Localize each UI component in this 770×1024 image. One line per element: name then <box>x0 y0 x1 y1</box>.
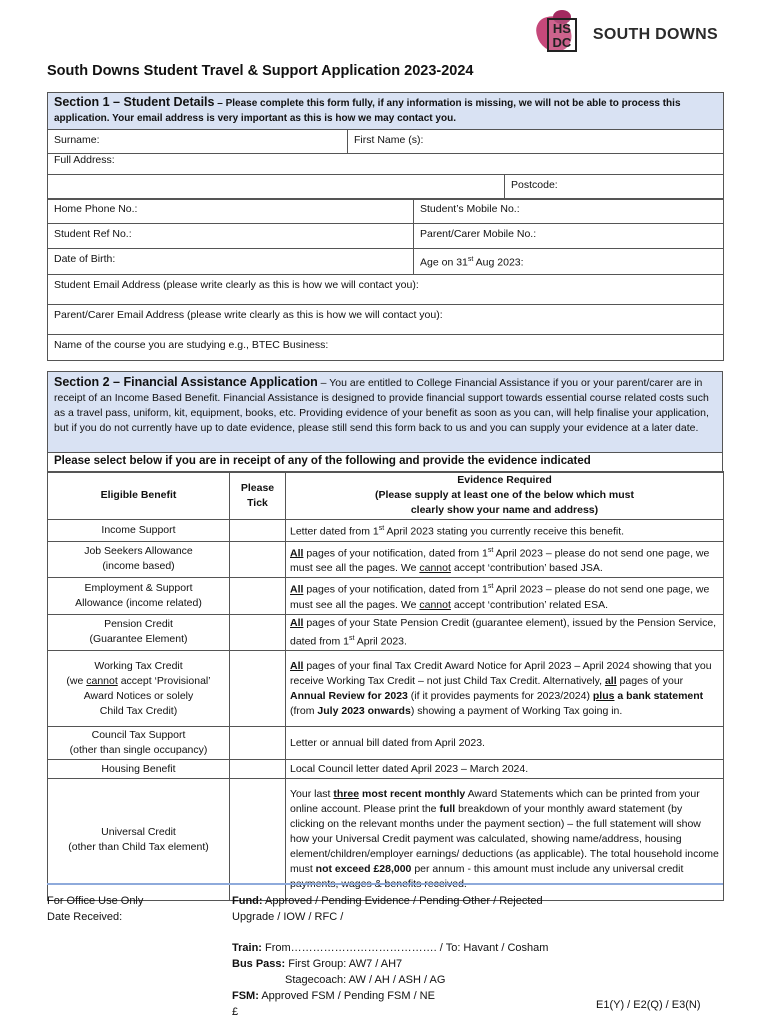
age-field[interactable]: Age on 31st Aug 2023: <box>414 249 724 275</box>
table-row <box>48 614 724 651</box>
office-divider <box>47 883 723 885</box>
contact-table <box>47 198 724 361</box>
benefit-housing: Housing Benefit <box>48 760 230 779</box>
student-mobile-field[interactable]: Student’s Mobile No.: <box>414 199 724 224</box>
address-line-field[interactable] <box>48 174 505 199</box>
section2-table <box>47 371 723 473</box>
select-instruction: Please select below if you are in receipt of any of the following and provide the evidence indicated <box>48 453 723 473</box>
office-use-only: For Office Use Only <box>47 895 144 907</box>
parent-email-field[interactable]: Parent/Carer Email Address (please write clearly as this is how we will contact you): <box>48 304 724 334</box>
train-line: Train: From…………………………………. / To: Havant / Cosham <box>232 942 549 954</box>
col-please-tick: Please Tick <box>230 472 286 520</box>
table-row <box>48 760 724 779</box>
upgrade-line: Upgrade / IOW / RFC / <box>232 911 344 923</box>
benefit-wtc: Working Tax Credit (we cannot accept ‘Provisional’ Award Notices or solely Child Tax Credit) <box>48 651 230 727</box>
student-ref-field[interactable]: Student Ref No.: <box>48 224 414 249</box>
evidence-housing: Local Council letter dated April 2023 – March 2024. <box>286 760 724 779</box>
benefit-universal-credit: Universal Credit (other than Child Tax element) <box>48 779 230 901</box>
address-table <box>47 150 724 200</box>
date-received: Date Received: <box>47 911 123 923</box>
table-row <box>48 541 724 578</box>
office-left <box>47 893 143 925</box>
table-row <box>48 520 724 542</box>
full-address-field-2[interactable]: Full Address: <box>48 150 724 174</box>
evidence-pension: All pages of your State Pension Credit (guarantee element), issued by the Pension Service, dated from 1st April 2023. <box>286 614 724 651</box>
benefit-pension: Pension Credit (Guarantee Element) <box>48 614 230 651</box>
tick-jsa[interactable] <box>230 541 286 578</box>
tick-housing[interactable] <box>230 760 286 779</box>
dob-field[interactable]: Date of Birth: <box>48 249 414 275</box>
tick-esa[interactable] <box>230 578 286 615</box>
benefit-income-support: Income Support <box>48 520 230 542</box>
col-eligible-benefit: Eligible Benefit <box>48 472 230 520</box>
tick-council-tax[interactable] <box>230 727 286 760</box>
college-logo-icon <box>539 12 585 58</box>
tick-wtc[interactable] <box>230 651 286 727</box>
first-name-field[interactable]: First Name (s): <box>348 130 724 154</box>
header <box>539 12 718 58</box>
section2-heading: Section 2 – Financial Assistance Application – You are entitled to College Financial Assistance if you or your parent/carer are in receipt of an Income Based Benefit. Financial Assistance is designed to provide financial support towards essential course related costs such as a travel pass, uniform, kit, equipment, books, etc. Providing evidence of your benefit as soon as you can, will help finalise your application, but if you do not currently have up to date evidence, please still send this form back to us and you can supply your evidence at a later date. <box>48 372 723 453</box>
evidence-income-support: Letter dated from 1st April 2023 stating you currently receive this benefit. <box>286 520 724 542</box>
col-evidence: Evidence Required (Please supply at least one of the below which must clearly show your name and address) <box>286 472 724 520</box>
bus-pass-line: Bus Pass: First Group: AW7 / AH7 <box>232 958 403 970</box>
fsm-line: FSM: Approved FSM / Pending FSM / NE <box>232 990 435 1002</box>
tick-income-support[interactable] <box>230 520 286 542</box>
evidence-esa: All pages of your notification, dated from 1st April 2023 – please do not send one page, we must see all the pages. We cannot accept ‘contribution’ related ESA. <box>286 578 724 615</box>
evidence-wtc: All pages of your final Tax Credit Award Notice for April 2023 – April 2024 showing that you receive Working Tax Credit – not just Child Tax Credit. Alternatively, all pages of your Annual Review for 2023 (if it provides payments for 2023/2024) plus a bank statement (from July 2023 onwards) showing a payment of Working Tax going in. <box>286 651 724 727</box>
section1-table <box>47 92 724 154</box>
evidence-council-tax: Letter or annual bill dated from April 2023. <box>286 727 724 760</box>
evidence-jsa: All pages of your notification, dated from 1st April 2023 – please do not send one page, we must see all the pages. We cannot accept ‘contribution’ based JSA. <box>286 541 724 578</box>
stagecoach-line: Stagecoach: AW / AH / ASH / AG <box>285 974 446 986</box>
course-field[interactable]: Name of the course you are studying e.g., BTEC Business: <box>48 334 724 360</box>
tick-pension[interactable] <box>230 614 286 651</box>
postcode-field[interactable]: Postcode: <box>505 174 724 199</box>
benefits-table <box>47 471 724 901</box>
parent-mobile-field[interactable]: Parent/Carer Mobile No.: <box>414 224 724 249</box>
student-email-field[interactable]: Student Email Address (please write clearly as this is how we will contact you): <box>48 274 724 304</box>
page-title: South Downs Student Travel & Support Application 2023-2024 <box>47 63 474 79</box>
benefit-council-tax: Council Tax Support (other than single occupancy) <box>48 727 230 760</box>
logo-letters: HS DC <box>547 18 577 52</box>
evidence-universal-credit: Your last three most recent monthly Award Statements which can be printed from your online account. Please print the full breakdown of your monthly award statement (by clicking on the relevant months under the payment section) – the full statement will show how your Universal Credit payment was calculated, showing name/address, housing element/children/employer earnings/ deductions (as applicable). The total household income must not exceed £28,000 per annum - this amount must include any universal credit <box>286 779 724 901</box>
surname-field[interactable]: Surname: <box>48 130 348 154</box>
fund-line: Fund: Approved / Pending Evidence / Pending Other / Rejected <box>232 895 543 907</box>
home-phone-field[interactable]: Home Phone No.: <box>48 199 414 224</box>
table-row <box>48 578 724 615</box>
benefit-esa: Employment & Support Allowance (income related) <box>48 578 230 615</box>
benefit-jsa: Job Seekers Allowance (income based) <box>48 541 230 578</box>
office-right <box>232 893 548 1020</box>
office-codes: E1(Y) / E2(Q) / E3(N) <box>596 999 701 1011</box>
pound-line: £ <box>232 1006 239 1018</box>
table-row <box>48 651 724 727</box>
section1-heading: Section 1 – Student Details – Please complete this form fully, if any information is missing, we will not be able to process this application. Your email address is very important as this is how we may contact you. <box>48 93 724 130</box>
table-row <box>48 727 724 760</box>
logo-text: SOUTH DOWNS <box>592 26 718 43</box>
